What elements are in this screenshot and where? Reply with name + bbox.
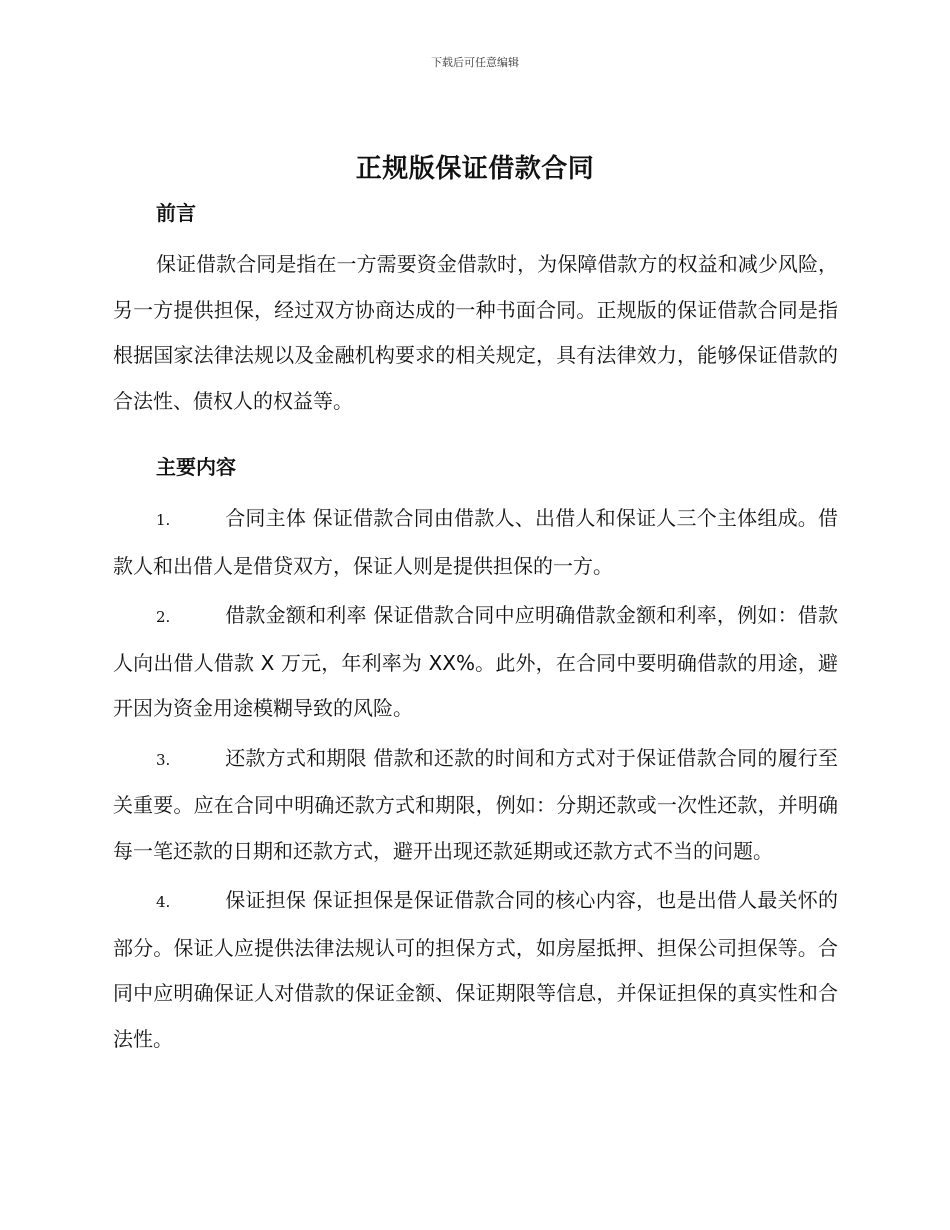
- list-item: [113, 736, 838, 875]
- list-item-number: 3.: [156, 750, 171, 769]
- list-item-number: 1.: [156, 511, 171, 529]
- list-item: [113, 593, 838, 732]
- list-item: [113, 496, 838, 589]
- list-item-text: 还款方式和期限 借款和还款的时间和方式对于保证借款合同的履行至关重要。应在合同中明确还款方式和期限，例如：分期还款或一次性还款，并明确每一笔还款的日期和还款方式，避开出现还款延期或还款方式不当的问题。: [113, 745, 838, 863]
- list-item-text: 合同主体 保证借款合同由借款人、出借人和保证人三个主体组成。借款人和出借人是借贷双方，保证人则是提供担保的一方。: [113, 506, 838, 578]
- list-item-text: 借款金额和利率 保证借款合同中应明确借款金额和利率，例如：借款人向出借人借款 X 万元，年利率为 XX%。此外，在合同中要明确借款的用途，避开因为资金用途模糊导致的风险。: [113, 603, 838, 720]
- document-title: 正规版保证借款合同: [355, 154, 595, 184]
- header-note: 下载后可任意编辑: [431, 56, 519, 69]
- section-heading-main-content: 主要内容: [156, 455, 236, 479]
- list-item-number: 4.: [156, 893, 171, 911]
- preface-paragraph: 保证借款合同是指在一方需要资金借款时，为保障借款方的权益和减少风险，另一方提供担保，经过双方协商达成的一种书面合同。正规版的保证借款合同是指根据国家法律法规以及金融机构要求的相关规定，具有法律效力，能够保证借款的合法性、债权人的权益等。: [113, 252, 838, 413]
- document-body: [113, 196, 838, 1062]
- list-item-text: 保证担保 保证担保是保证借款合同的核心内容，也是出借人最关怀的部分。保证人应提供法律法规认可的担保方式，如房屋抵押、担保公司担保等。合同中应明确保证人对借款的保证金额、保证期限等信息，并保证担保的真实性和合法性。: [113, 888, 838, 1051]
- section-heading-preface: 前言: [156, 201, 196, 225]
- list-item-number: 2.: [156, 608, 171, 626]
- list-item: [113, 878, 838, 1062]
